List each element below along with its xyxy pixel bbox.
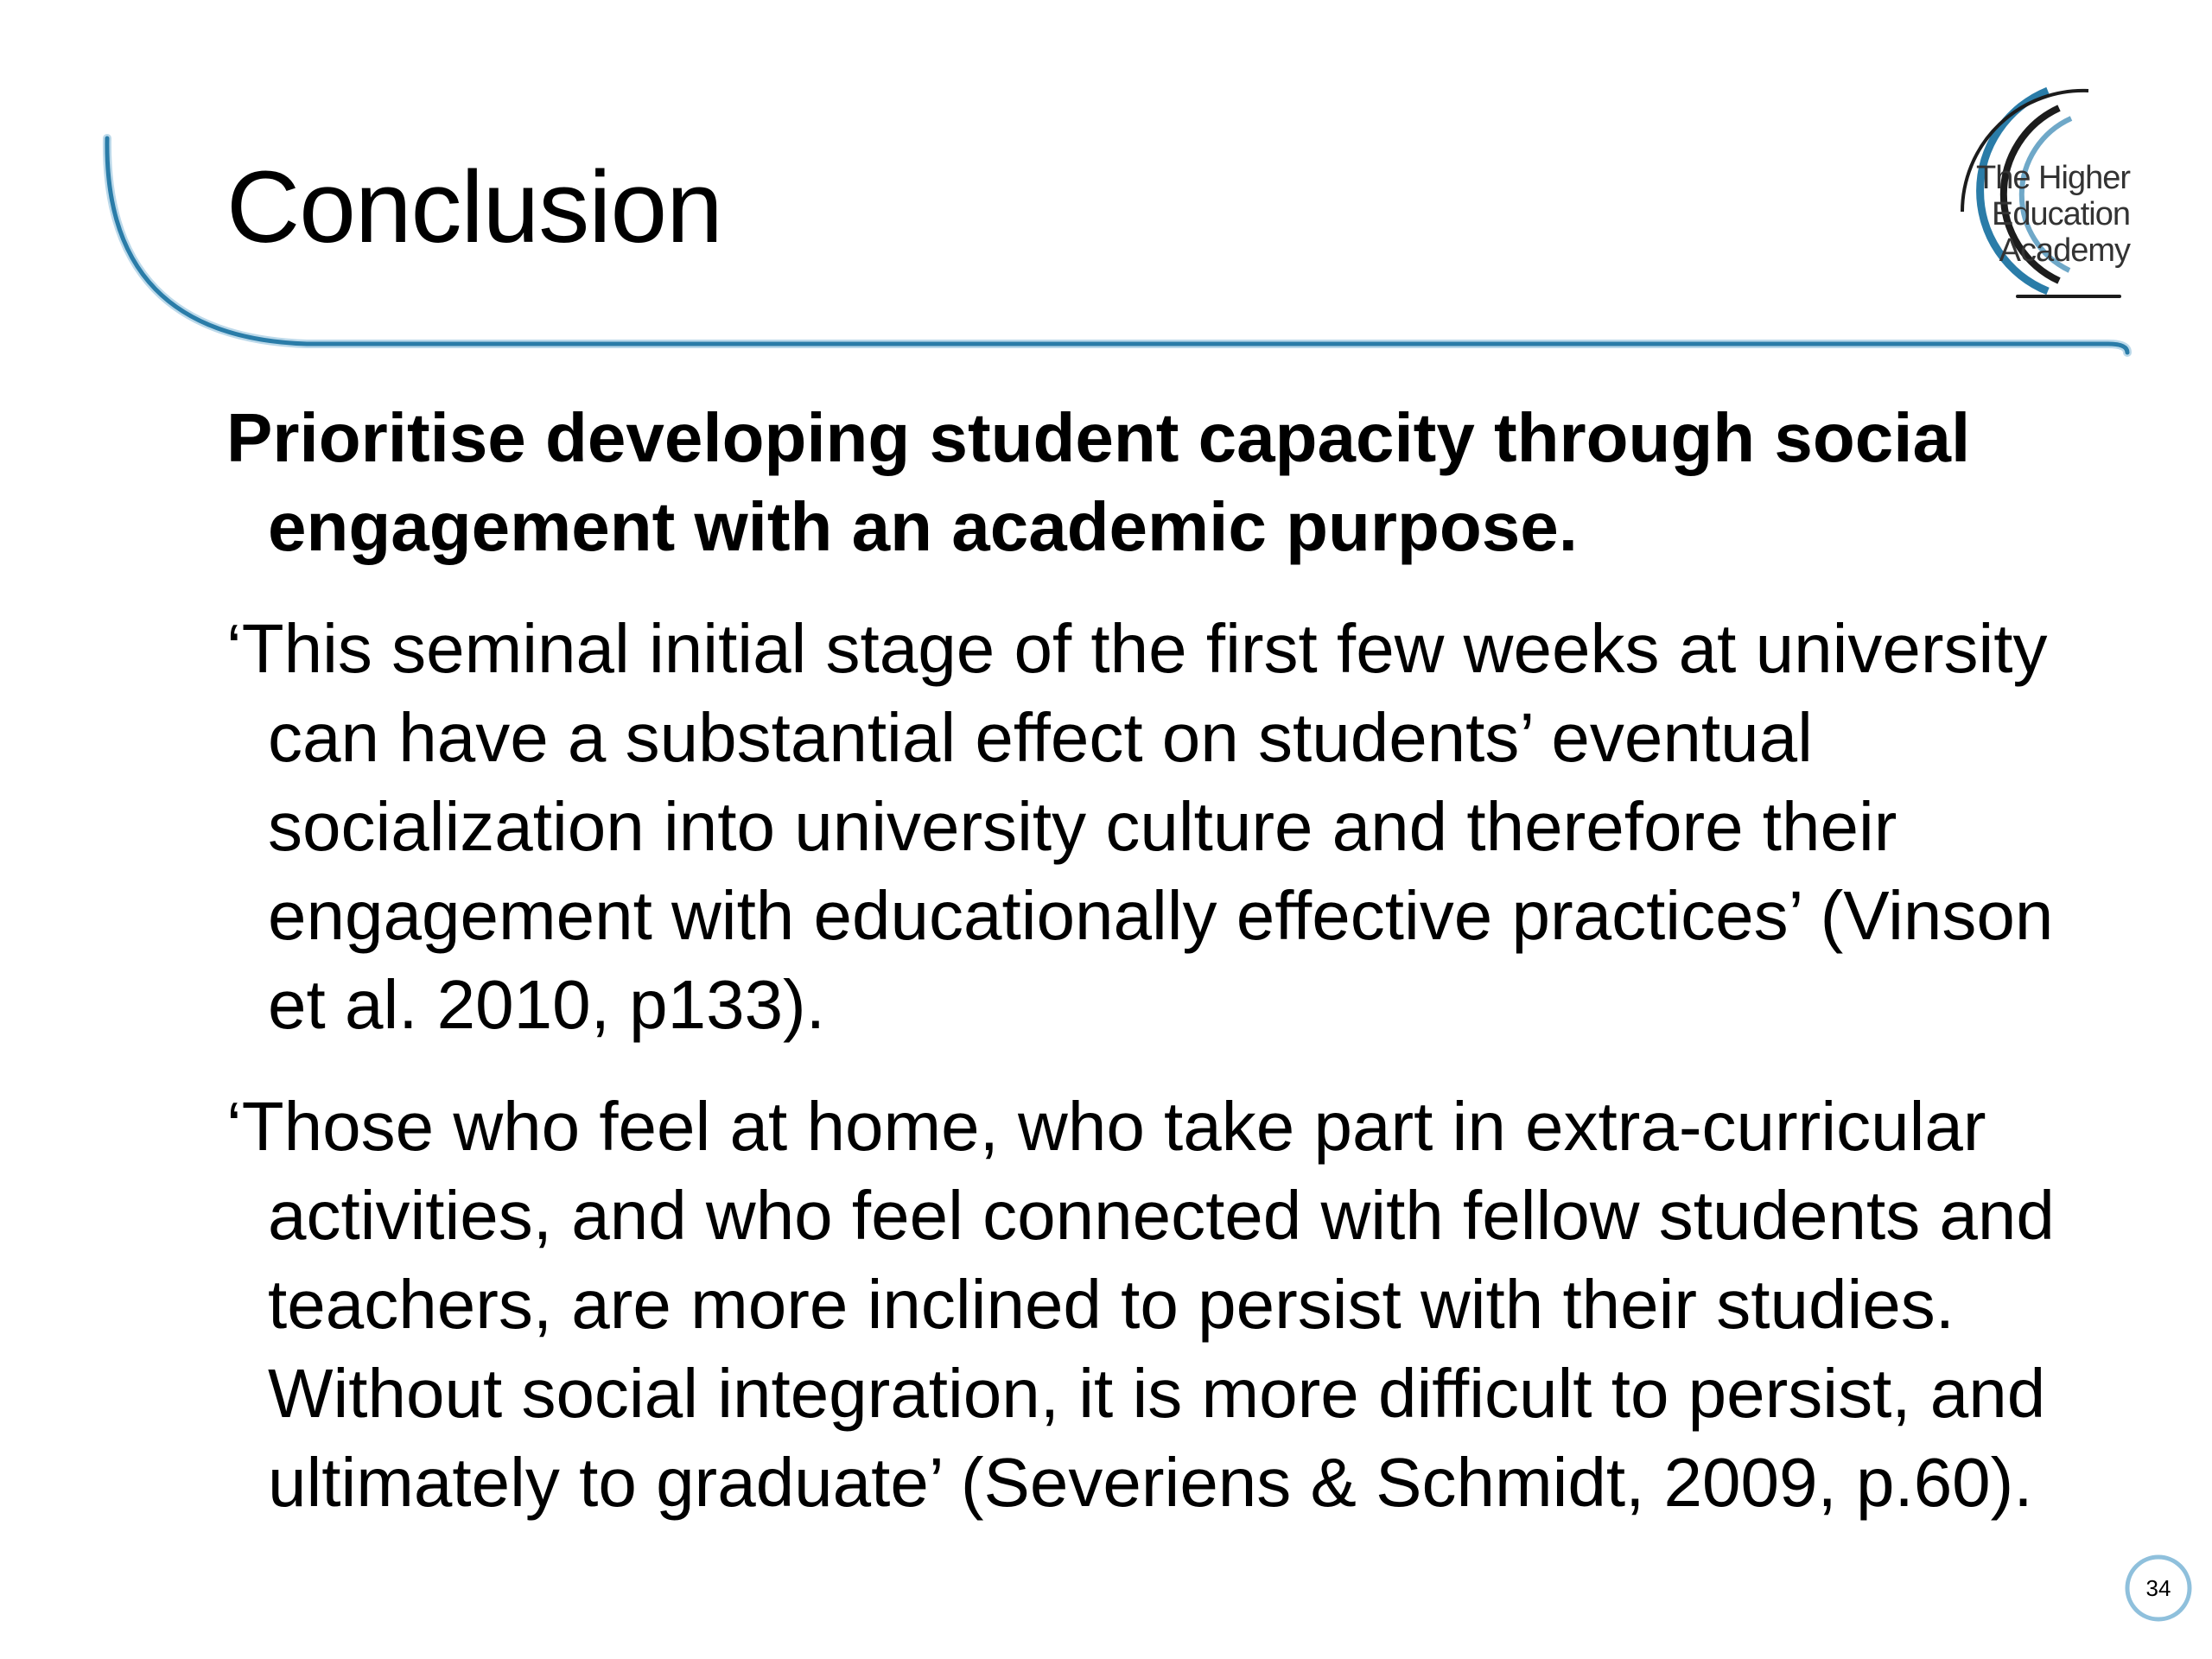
- logo-line-3: Academy: [1999, 232, 2130, 269]
- slide-body: [226, 393, 2058, 1560]
- logo-line-1: The Higher: [1976, 160, 2130, 196]
- slide-title: Conclusion: [226, 150, 722, 264]
- logo-wordmark: [1957, 160, 2130, 269]
- key-point: Prioritise developing student capacity through social engagement with an academic purpose.: [226, 399, 1971, 565]
- quote-vinson: ‘This seminal initial stage of the first few weeks at university can have a substantial effect on students’ eventual socialization into university culture and therefore their engagement with educationally effective practices’ (Vinson et al. 2010, p133).: [226, 610, 2054, 1043]
- logo-line-2: Education: [1991, 196, 2130, 232]
- page-number: 34: [2145, 1575, 2171, 1601]
- quote-severiens: ‘Those who feel at home, who take part in extra-curricular activities, and who feel connected with fellow students and teachers, are more inclined to persist with their studies. Without social integration, it is more difficult to persist, and ultimately to graduate’ (Severiens & Schmidt, 2009, p.60).: [226, 1088, 2055, 1521]
